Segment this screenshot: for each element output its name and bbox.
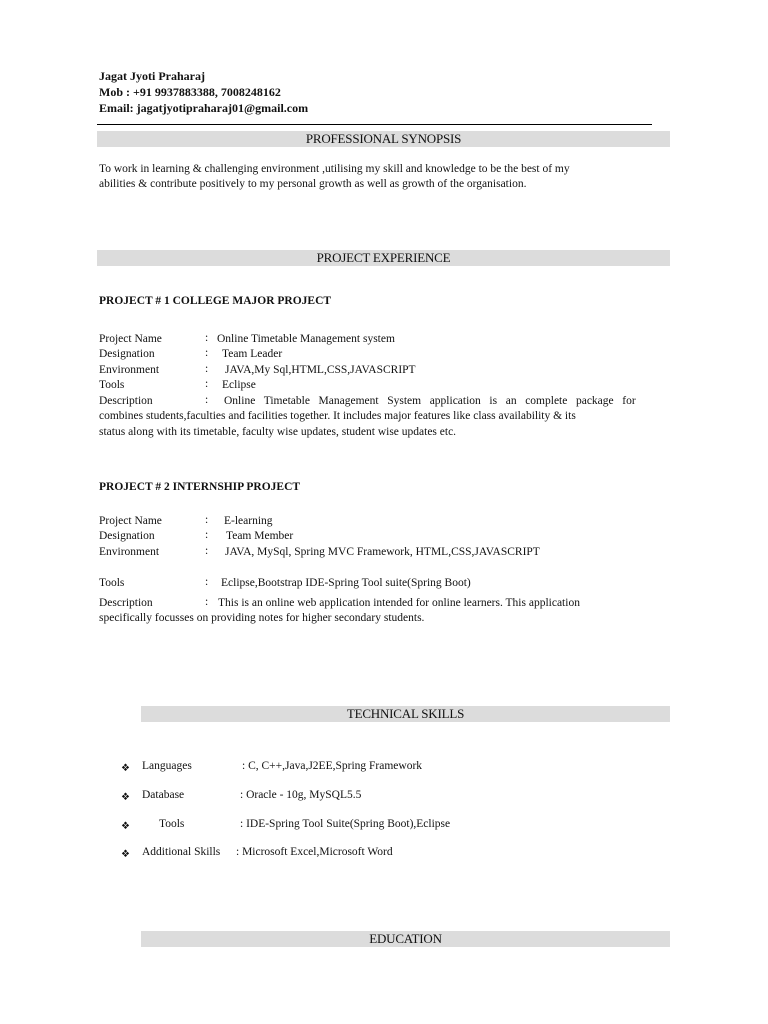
skill-label-tools: Tools xyxy=(159,818,185,830)
project-2-description-line-2: specifically focusses on providing notes for higher secondary students. xyxy=(99,612,425,624)
colon: : xyxy=(205,514,209,526)
colon: : xyxy=(205,529,209,541)
education-section-title: EDUCATION xyxy=(141,931,670,947)
candidate-name: Jagat Jyoti Praharaj xyxy=(99,69,205,83)
project-1-label-tools: Tools xyxy=(99,379,125,391)
colon: : xyxy=(205,363,209,375)
diamond-bullet-icon: ❖ xyxy=(121,849,130,860)
project-1-description-line-2: combines students,faculties and facilities together. It includes major features like class availability & its xyxy=(99,410,576,422)
project-2-environment: JAVA, MySql, Spring MVC Framework, HTML,CSS,JAVASCRIPT xyxy=(225,546,540,558)
diamond-bullet-icon: ❖ xyxy=(121,821,130,832)
project-2-name: E-learning xyxy=(224,515,273,527)
colon: : xyxy=(205,545,209,557)
colon: : xyxy=(205,332,209,344)
project-1-environment: JAVA,My Sql,HTML,CSS,JAVASCRIPT xyxy=(225,364,416,376)
project-2-description-line-1: This is an online web application intended for online learners. This application xyxy=(218,597,580,609)
project-2-label-tools: Tools xyxy=(99,577,125,589)
project-1-label-designation: Designation xyxy=(99,348,155,360)
project-1-tools: Eclipse xyxy=(222,379,256,391)
header-divider xyxy=(97,124,652,125)
project-2-label-description: Description xyxy=(99,597,153,609)
skill-label-languages: Languages xyxy=(142,760,192,772)
project-2-label-designation: Designation xyxy=(99,530,155,542)
technical-skills-section-title: TECHNICAL SKILLS xyxy=(141,706,670,722)
project-experience-section-title: PROJECT EXPERIENCE xyxy=(97,250,670,266)
project-1-label-description: Description xyxy=(99,395,153,407)
synopsis-line-1: To work in learning & challenging environment ,utilising my skill and knowledge to be the best of my xyxy=(99,163,570,175)
project-1-description-line-3: status along with its timetable, faculty wise updates, student wise updates etc. xyxy=(99,426,457,438)
project-1-label-name: Project Name xyxy=(99,333,162,345)
project-1-name: Online Timetable Management system xyxy=(217,333,395,345)
email-address: Email: jagatjyotipraharaj01@gmail.com xyxy=(99,101,309,115)
diamond-bullet-icon: ❖ xyxy=(121,792,130,803)
diamond-bullet-icon: ❖ xyxy=(121,763,130,774)
synopsis-line-2: abilities & contribute positively to my personal growth as well as growth of the organisation. xyxy=(99,178,527,190)
project-2-designation: Team Member xyxy=(226,530,294,542)
project-2-label-environment: Environment xyxy=(99,546,160,558)
project-1-heading: PROJECT # 1 COLLEGE MAJOR PROJECT xyxy=(99,295,332,307)
synopsis-section-title: PROFESSIONAL SYNOPSIS xyxy=(97,131,670,147)
mobile-numbers: Mob : +91 9937883388, 7008248162 xyxy=(99,85,281,99)
project-2-heading: PROJECT # 2 INTERNSHIP PROJECT xyxy=(99,481,301,493)
project-1-label-environment: Environment xyxy=(99,364,160,376)
colon: : xyxy=(205,378,209,390)
skill-label-database: Database xyxy=(142,789,185,801)
colon: : xyxy=(205,576,209,588)
colon: : xyxy=(205,347,209,359)
project-2-label-name: Project Name xyxy=(99,515,162,527)
colon: : xyxy=(205,394,209,406)
project-1-description-line-1: Online Timetable Management System application is an complete package for xyxy=(224,395,636,407)
colon: : xyxy=(205,596,209,608)
skill-value-languages: : C, C++,Java,J2EE,Spring Framework xyxy=(242,760,423,772)
skill-value-tools: : IDE-Spring Tool Suite(Spring Boot),Eclipse xyxy=(240,818,451,830)
skill-label-additional: Additional Skills xyxy=(142,846,221,858)
project-2-tools: Eclipse,Bootstrap IDE-Spring Tool suite(Spring Boot) xyxy=(221,577,471,589)
skill-value-database: : Oracle - 10g, MySQL5.5 xyxy=(240,789,362,801)
skill-value-additional: : Microsoft Excel,Microsoft Word xyxy=(236,846,393,858)
project-1-designation: Team Leader xyxy=(222,348,283,360)
